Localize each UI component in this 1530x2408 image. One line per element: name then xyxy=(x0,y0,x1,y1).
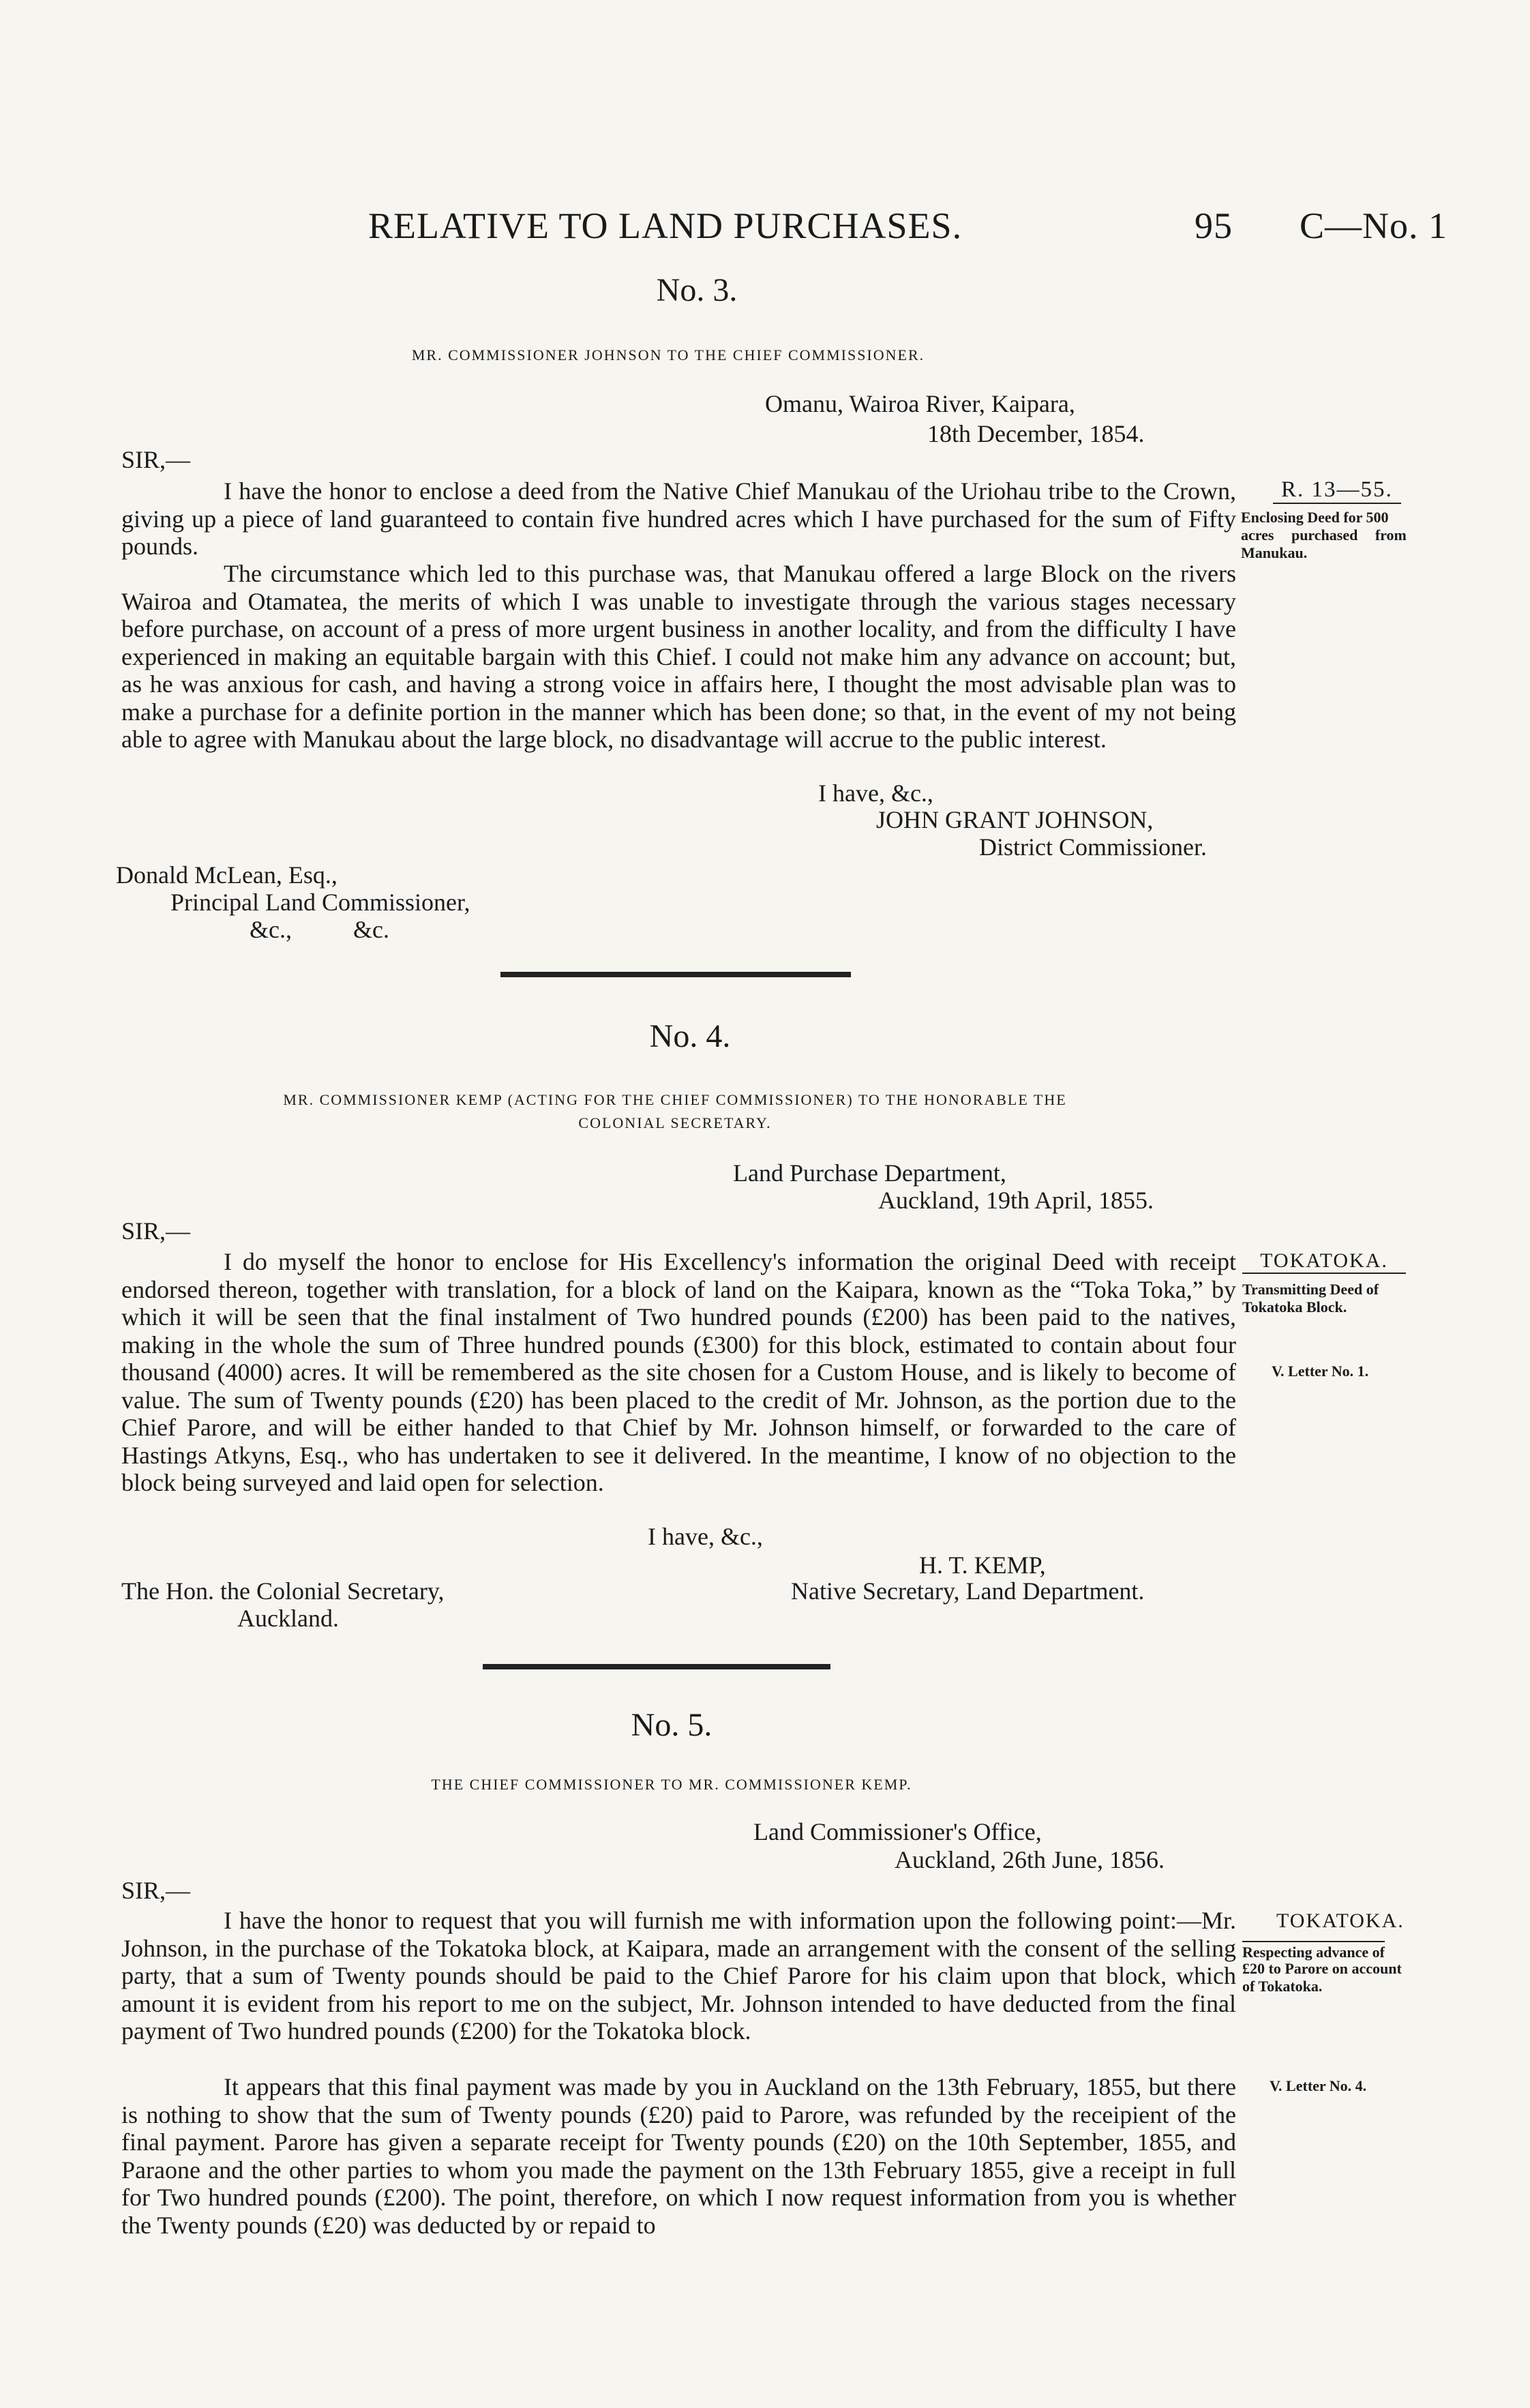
margin-note-line: Manukau. xyxy=(1241,544,1308,561)
paragraph: It appears that this final payment was made by you in Auckland on the 13th February, 1855, but there is nothing to show that the sum of Twenty pounds (£20) paid to Parore, was refunded by the receipient of the final payment. Parore has given a separate receipt for Twenty pounds (£20) on the 10th September, 1855, and Paraone and the other parties to whom you made the payment on the 13th February 1855, give a receipt in full for Two hundred pounds (£200). The point, therefore, on which I now request information from you is whether the Twenty pounds (£20) was deducted by or repaid to xyxy=(121,2073,1236,2239)
running-head-title: RELATIVE TO LAND PURCHASES. xyxy=(368,205,963,246)
margin-heading: TOKATOKA. xyxy=(1242,1249,1406,1274)
paragraph: The circumstance which led to this purchase was, that Manukau offered a large Block on the rivers Wairoa and Otamatea, the merits of which I was unable to investigate through the various stages necessary before purchase, on account of a press of more urgent business in another locality, and from the difficulty I have experienced in making an equitable bargain with this Chief. I could not make him any advance on account; but, as he was anxious for cash, and having a strong voice in affairs here, I thought the most advisable plan was to make a purchase for a definite portion in the manner which has been done; so that, in the event of my not being able to agree with Manukau about the large block, no disadvantage will accrue to the public interest. xyxy=(121,560,1236,753)
margin-note-line: Respecting advance of xyxy=(1242,1941,1385,1961)
addressee-line: The Hon. the Colonial Secretary, xyxy=(121,1577,445,1605)
margin-reference: V. Letter No. 1. xyxy=(1272,1363,1369,1380)
section-divider xyxy=(500,972,851,977)
salutation: SIR,— xyxy=(121,446,191,473)
margin-heading: TOKATOKA. xyxy=(1276,1909,1405,1932)
salutation: SIR,— xyxy=(121,1217,191,1245)
addressee-line: Principal Land Commissioner, xyxy=(170,889,470,916)
letter-date: Auckland, 19th April, 1855. xyxy=(878,1187,1154,1214)
letter-place: Omanu, Wairoa River, Kaipara, xyxy=(765,390,1075,417)
letter-heading: MR. COMMISSIONER KEMP (ACTING FOR THE CHIEF COMMISSIONER) TO THE HONORABLE THE xyxy=(283,1091,1067,1108)
letter-number: No. 5. xyxy=(631,1707,712,1743)
signer-name: JOHN GRANT JOHNSON, xyxy=(876,806,1154,833)
letter-place: Land Purchase Department, xyxy=(733,1159,1006,1187)
signer-title: Native Secretary, Land Department. xyxy=(791,1577,1145,1605)
paragraph: I have the honor to enclose a deed from the Native Chief Manukau of the Uriohau tribe to the Crown, giving up a piece of land guaranteed to contain five hundred acres which I have purchased for the sum of Fifty pounds. xyxy=(121,477,1236,560)
page-number: 95 xyxy=(1195,205,1233,246)
letter-number: No. 4. xyxy=(649,1018,731,1054)
margin-reference: R. 13—55. xyxy=(1273,477,1401,504)
letter-heading: MR. COMMISSIONER JOHNSON TO THE CHIEF COMMISSIONER. xyxy=(411,346,925,363)
margin-note-line: Transmitting Deed of xyxy=(1242,1281,1379,1298)
paragraph: I do myself the honor to enclose for His Excellency's information the original Deed with receipt endorsed thereon, together with translation, for a block of land on the Kaipara, known as the “Toka Toka,” by which it will be seen that the final instalment of Two hundred pounds (£200) has been paid to the natives, making in the whole the sum of Three hundred pounds (£300) for this block, estimated to contain about four thousand (4000) acres. It will be remembered as the site chosen for a Custom House, and is likely to become of value. The sum of Twenty pounds (£20) has been placed to the credit of Mr. Johnson, as the portion due to the Chief Parore, and will be either handed to that Chief by Mr. Johnson himself, or forwarded to the care of Hastings Atkyns, Esq., who has undertaken to see it delivered. In the meantime, I know of no objection to the block being surveyed and laid open for selection. xyxy=(121,1248,1236,1496)
letter-date: 18th December, 1854. xyxy=(927,420,1145,447)
paragraph: I have the honor to request that you will furnish me with information upon the following point:—Mr. Johnson, in the purchase of the Tokatoka block, at Kaipara, made an arrangement with the consent of the selling party, that a sum of Twenty pounds should be paid to the Chief Parore for his claim upon that block, which amount it is evident from his report to me on the subject, Mr. Johnson intended to have deducted from the final payment of Two hundred pounds (£200) for the Tokatoka block. xyxy=(121,1907,1236,2045)
letter-place: Land Commissioner's Office, xyxy=(753,1818,1042,1845)
signer-name: H. T. KEMP, xyxy=(919,1551,1046,1579)
margin-note-line: £20 to Parore on account xyxy=(1242,1960,1402,1977)
margin-note-line: Enclosing Deed for 500 xyxy=(1241,509,1389,526)
addressee-line: &c., &c. xyxy=(250,916,389,943)
margin-note-line: acres purchased from xyxy=(1241,526,1407,544)
margin-note-line: Tokatoka Block. xyxy=(1242,1298,1347,1316)
addressee-line: Auckland. xyxy=(237,1605,339,1632)
section-divider xyxy=(483,1664,830,1669)
margin-note-line: of Tokatoka. xyxy=(1242,1978,1323,1995)
salutation: SIR,— xyxy=(121,1877,191,1904)
closing: I have, &c., xyxy=(648,1523,763,1550)
margin-reference: V. Letter No. 4. xyxy=(1270,2077,1367,2094)
signer-title: District Commissioner. xyxy=(979,833,1208,861)
closing: I have, &c., xyxy=(818,779,933,807)
letter-heading: THE CHIEF COMMISSIONER TO MR. COMMISSIONER KEMP. xyxy=(431,1776,912,1793)
document-reference: C—No. 1 xyxy=(1300,205,1448,246)
letter-heading: COLONIAL SECRETARY. xyxy=(578,1114,772,1131)
letter-date: Auckland, 26th June, 1856. xyxy=(895,1846,1165,1873)
letter-number: No. 3. xyxy=(656,272,738,308)
addressee-line: Donald McLean, Esq., xyxy=(116,861,338,889)
